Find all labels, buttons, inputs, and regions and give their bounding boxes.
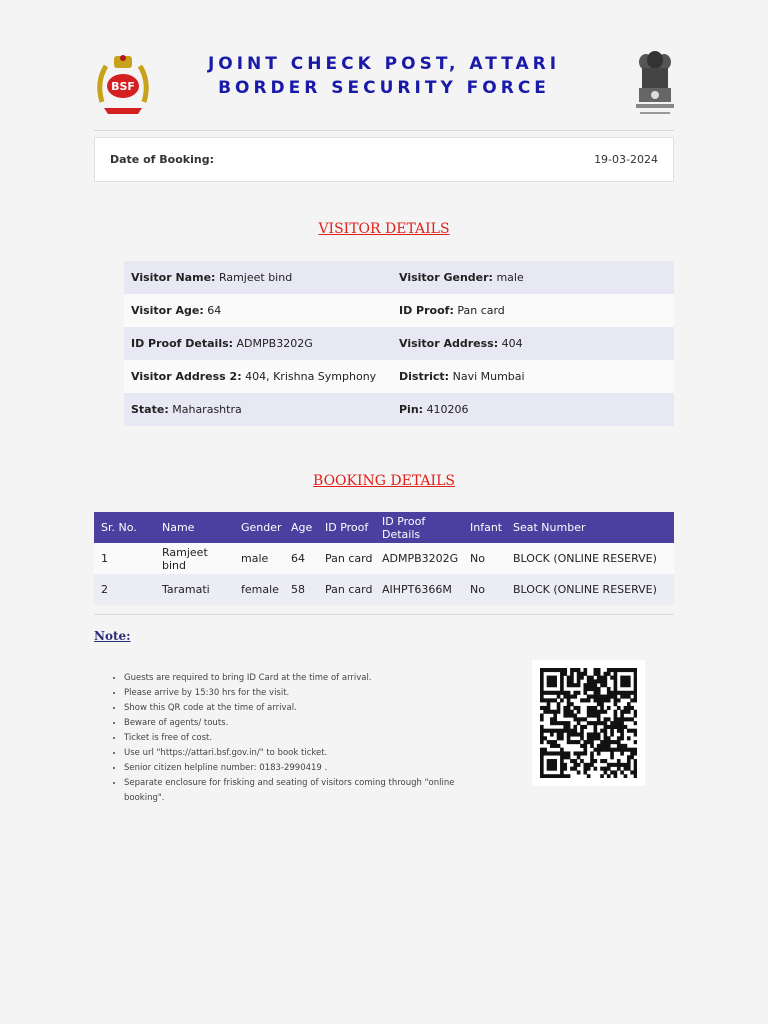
table-cell: Pan card [318, 574, 375, 605]
note-item: • Use url "https://attari.bsf.gov.in/" to book ticket. [124, 746, 464, 761]
note-item: • Show this QR code at the time of arrival. [124, 701, 464, 716]
visitor-details-table [124, 261, 674, 426]
pin-field: Pin: 410206 [399, 403, 469, 416]
visitor-address2-field: Visitor Address 2: 404, Krishna Symphony [131, 370, 377, 383]
table-cell: BLOCK (ONLINE RESERVE) [506, 574, 674, 605]
visitor-gender-field: Visitor Gender: male [399, 271, 524, 284]
qr-code [532, 660, 645, 786]
table-cell: 2 [94, 574, 155, 605]
note-item: • Ticket is free of cost. [124, 731, 464, 746]
table-cell: Taramati [155, 574, 234, 605]
visitor-name-field: Visitor Name: Ramjeet bind [131, 271, 293, 284]
note-item: • Guests are required to bring ID Card at the time of arrival. [124, 671, 464, 686]
column-header: Seat Number [506, 512, 674, 543]
table-row [94, 543, 674, 574]
note-item: • Please arrive by 15:30 hrs for the visit. [124, 686, 464, 701]
district-field: District: Navi Mumbai [399, 370, 525, 383]
booking-date-value: 19-03-2024 [594, 153, 658, 166]
table-cell: BLOCK (ONLINE RESERVE) [506, 543, 674, 574]
table-divider [94, 614, 674, 615]
column-header: Sr. No. [94, 512, 155, 543]
national-emblem-icon [632, 50, 678, 122]
visitor-age-field: Visitor Age: 64 [131, 304, 222, 317]
table-cell: 64 [284, 543, 318, 574]
table-cell: 1 [94, 543, 155, 574]
note-item: • Senior citizen helpline number: 0183-2990419 . [124, 761, 464, 776]
booking-details-title: BOOKING DETAILS [313, 473, 455, 489]
booking-date-card [94, 137, 674, 182]
svg-text:BSF: BSF [111, 80, 135, 93]
column-header: Infant [463, 512, 506, 543]
column-header: ID Proof Details [375, 512, 463, 543]
page-title-line1: JOINT CHECK POST, ATTARI [207, 54, 561, 74]
table-cell: Ramjeet bind [155, 543, 234, 574]
table-row [94, 574, 674, 605]
page-title-line2: BORDER SECURITY FORCE [218, 78, 550, 98]
qr-code-icon [540, 668, 637, 778]
column-header: ID Proof [318, 512, 375, 543]
visitor-row [124, 261, 674, 294]
table-cell: ADMPB3202G [375, 543, 463, 574]
state-field: State: Maharashtra [131, 403, 242, 416]
table-header-row [94, 512, 674, 543]
booking-date-label: Date of Booking: [110, 153, 214, 166]
visitor-details-title: VISITOR DETAILS [318, 221, 450, 237]
id-proof-details-field: ID Proof Details: ADMPB3202G [131, 337, 313, 350]
visitor-row [124, 327, 674, 360]
visitor-row [124, 393, 674, 426]
visitor-row [124, 360, 674, 393]
page-header [0, 0, 768, 135]
note-item: • Beware of agents/ touts. [124, 716, 464, 731]
visitor-address-field: Visitor Address: 404 [399, 337, 523, 350]
table-cell: AIHPT6366M [375, 574, 463, 605]
table-cell: No [463, 574, 506, 605]
visitor-row [124, 294, 674, 327]
table-cell: 58 [284, 574, 318, 605]
column-header: Name [155, 512, 234, 543]
column-header: Gender [234, 512, 284, 543]
table-cell: male [234, 543, 284, 574]
table-cell: No [463, 543, 506, 574]
column-header: Age [284, 512, 318, 543]
note-item: • Separate enclosure for frisking and seating of visitors coming through "online booking". [124, 776, 464, 806]
note-title: Note: [94, 629, 131, 643]
header-divider [94, 130, 674, 131]
booking-details-table [94, 512, 674, 605]
note-list [108, 671, 464, 806]
table-cell: Pan card [318, 543, 375, 574]
id-proof-field: ID Proof: Pan card [399, 304, 505, 317]
table-cell: female [234, 574, 284, 605]
